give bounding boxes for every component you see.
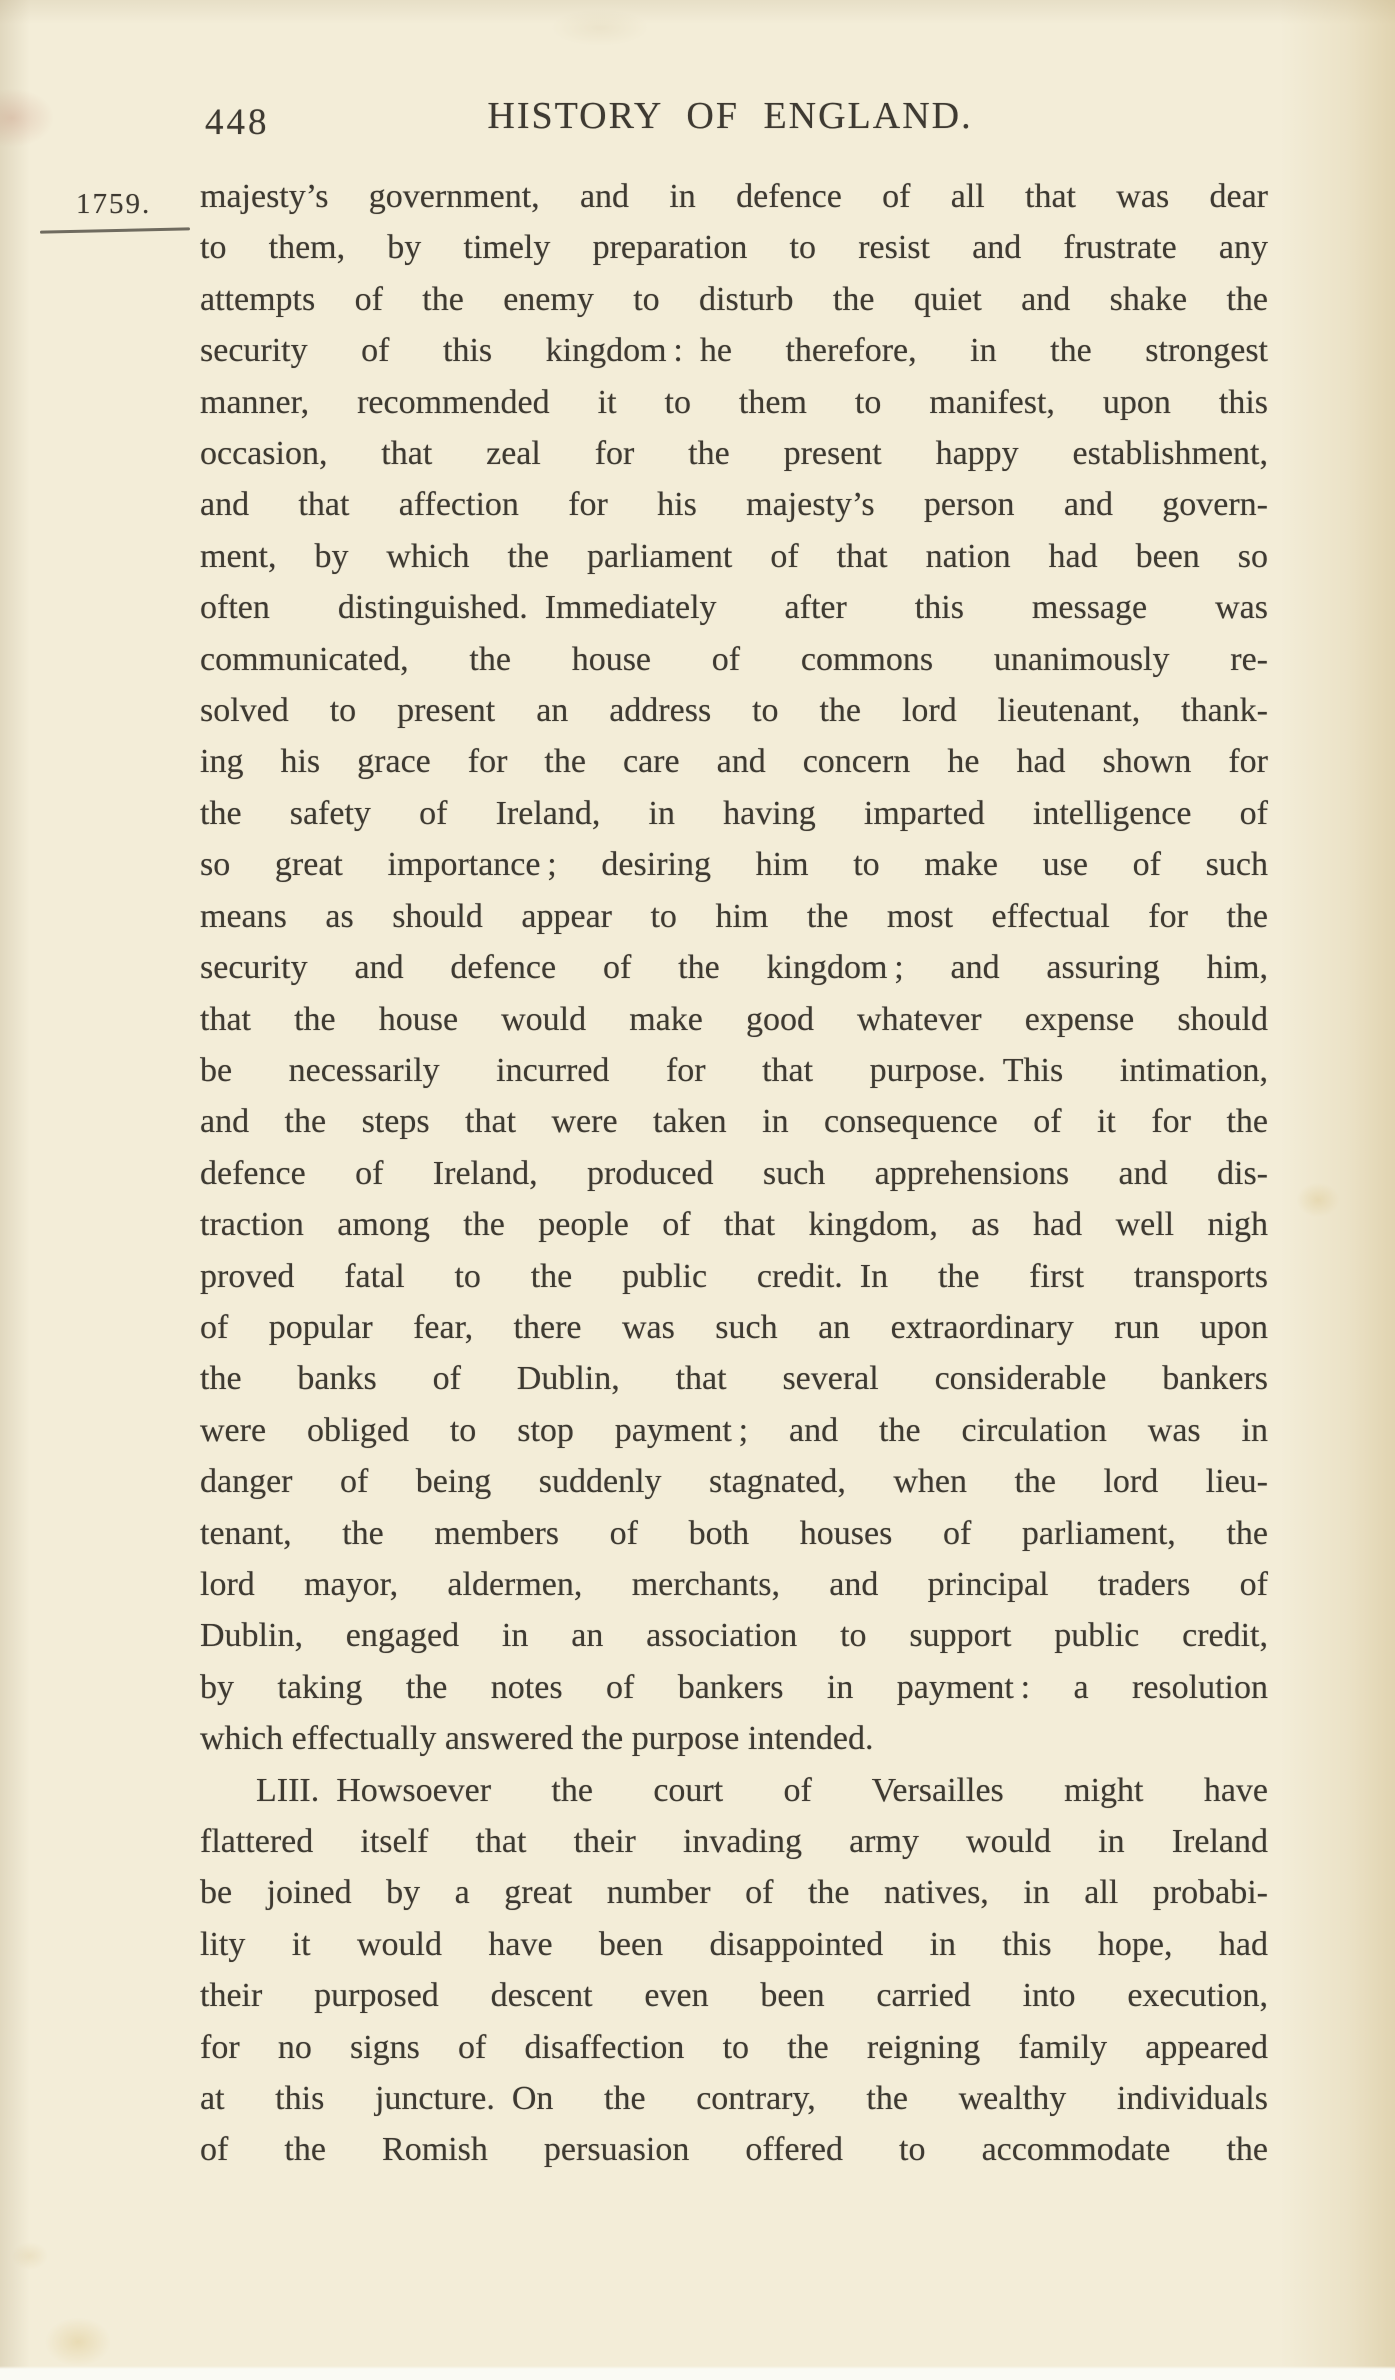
body-text-line: means as should appear to him the most effectual for the: [200, 897, 1268, 935]
body-text-line: be joined by a great number of the natives, in all probabi-: [200, 1874, 1268, 1912]
body-text-line: were obliged to stop payment ; and the circulation was in: [200, 1411, 1268, 1449]
body-text-line: to them, by timely preparation to resist and frustrate any: [200, 229, 1268, 267]
body-text-line: ment, by which the parliament of that nation had been so: [200, 537, 1268, 575]
body-text-line: defence of Ireland, produced such apprehensions and dis-: [200, 1154, 1268, 1192]
body-text-line: their purposed descent even been carried into execution,: [200, 1977, 1268, 2015]
body-text-line: solved to present an address to the lord lieutenant, thank-: [200, 692, 1268, 730]
body-text-line: and the steps that were taken in consequence of it for the: [200, 1103, 1268, 1141]
body-text-block: [200, 171, 1268, 2176]
body-text-line: Dublin, engaged in an association to support public credit,: [200, 1617, 1268, 1655]
body-text-line: lord mayor, aldermen, merchants, and principal traders of: [200, 1565, 1268, 1603]
body-text-line: occasion, that zeal for the present happy establishment,: [200, 435, 1268, 473]
body-text-line: security of this kingdom : he therefore, in the strongest: [200, 332, 1268, 370]
body-text-line: majesty’s government, and in defence of all that was dear: [200, 178, 1268, 215]
body-text-line: traction among the people of that kingdom, as had well nigh: [200, 1206, 1268, 1244]
body-text-line: flattered itself that their invading army would in Ireland: [200, 1823, 1268, 1860]
body-text-line: often distinguished. Immediately after this message was: [200, 589, 1268, 627]
body-text-line: by taking the notes of bankers in payment : a resolution: [200, 1668, 1268, 1706]
margin-rule-divider: [40, 227, 190, 233]
body-text-line: attempts of the enemy to disturb the quiet and shake the: [200, 280, 1268, 318]
body-text-line: so great importance ; desiring him to make use of such: [200, 846, 1268, 884]
body-text-line: at this juncture. On the contrary, the wealthy individuals: [200, 2080, 1268, 2118]
body-text-line: of the Romish persuasion offered to accommodate the: [200, 2131, 1268, 2169]
body-text-line: security and defence of the kingdom ; and assuring him,: [200, 949, 1268, 987]
body-text-line: the banks of Dublin, that several considerable bankers: [200, 1360, 1268, 1398]
body-text-line: tenant, the members of both houses of parliament, the: [200, 1514, 1268, 1552]
body-text-line: the safety of Ireland, in having imparted intelligence of: [200, 794, 1268, 832]
body-text-line: that the house would make good whatever expense should: [200, 1000, 1268, 1038]
margin-year-note: 1759.: [76, 188, 152, 220]
body-text-line: ing his grace for the care and concern he had shown for: [200, 743, 1268, 781]
page-number: 448: [205, 102, 270, 143]
body-text-line: be necessarily incurred for that purpose. This intimation,: [200, 1051, 1268, 1089]
body-text-line: danger of being suddenly stagnated, when the lord lieu-: [200, 1463, 1268, 1501]
body-text-line: which effectually answered the purpose intended.: [200, 1720, 874, 1758]
body-text-line: manner, recommended it to them to manifest, upon this: [200, 383, 1268, 421]
body-text-line: and that affection for his majesty’s person and govern-: [200, 486, 1268, 524]
body-text-line: lity it would have been disappointed in this hope, had: [200, 1925, 1268, 1963]
running-title: HISTORY OF ENGLAND.: [487, 95, 973, 137]
body-text-line: LIII. Howsoever the court of Versailles might have: [256, 1771, 1268, 1809]
body-text-line: proved fatal to the public credit. In the first transports: [200, 1257, 1268, 1295]
body-text-line: of popular fear, there was such an extraordinary run upon: [200, 1308, 1268, 1346]
body-text-line: for no signs of disaffection to the reigning family appeared: [200, 2028, 1268, 2066]
body-text-line: communicated, the house of commons unanimously re-: [200, 640, 1268, 678]
